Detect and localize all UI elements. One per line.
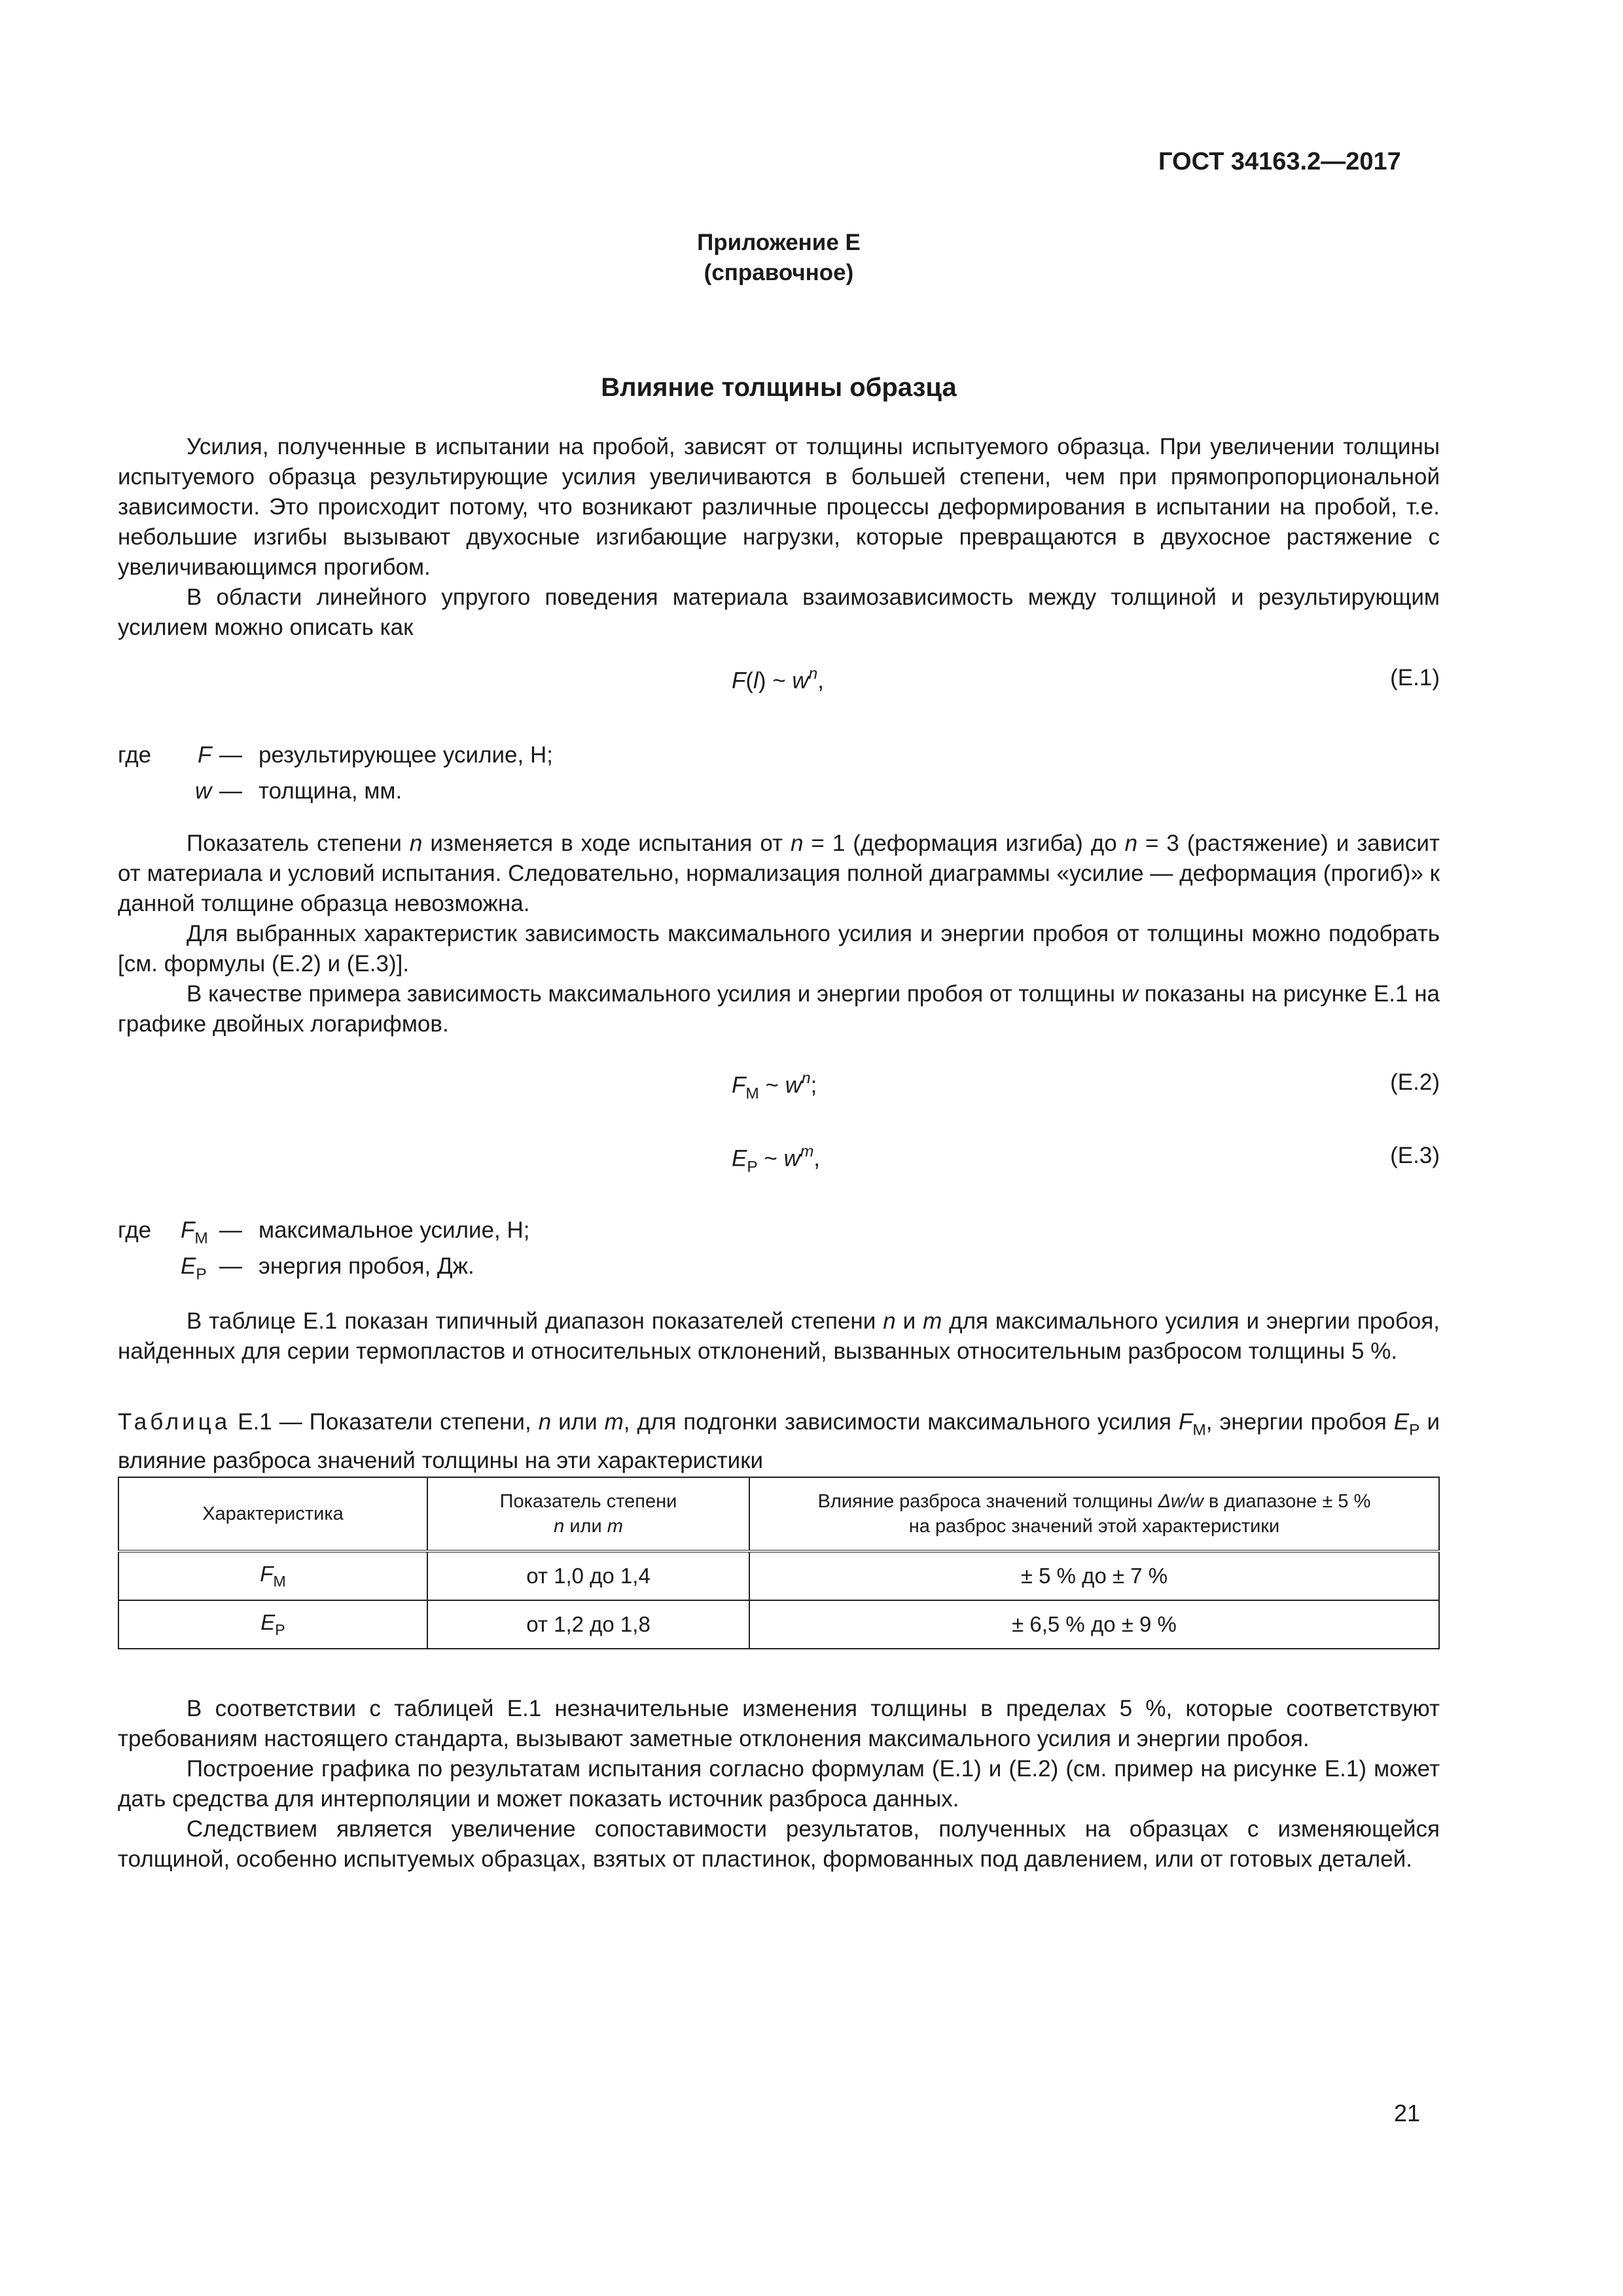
paragraph: Показатель степени n изменяется в ходе испытания от n = 1 (деформация изгиба) до n = 3 (растяжение) и зависит от материала и условий испытания. Следовательно, нормализация полной диаграммы «усилие — деформация (прогиб)» к данной толщине образца невозможна. xyxy=(118,831,1440,916)
caption-text: Таблица Е.1 — Показатели степени, n или m, для подгонки зависимости максимального усилия $F_M$, энергии пробоя $E_P$ и влияние разброса значений толщины на эти характеристики xyxy=(118,1409,1440,1473)
paragraph: В таблице Е.1 показан типичный диапазон показателей степени n и m для максимального усилия и энергии пробоя, найденных для серии термопластов и относительных отклонений, вызванных относительным разбросом толщины 5 %. xyxy=(118,1308,1440,1364)
paragraph: В области линейного упругого поведения материала взаимозависимость между толщиной и результирующим усилием можно описать как xyxy=(118,584,1440,640)
annex-type: (справочное) xyxy=(704,260,854,285)
formula-number-e2: (Е.2) xyxy=(1390,1069,1440,1095)
definition: результирующее усилие, Н; xyxy=(259,742,553,768)
symbol-w: w xyxy=(195,778,212,804)
intro-text xyxy=(118,432,1440,643)
table-caption xyxy=(118,1407,1440,1476)
cell-exponent: от 1,2 до 1,8 xyxy=(427,1600,749,1649)
table-row xyxy=(118,1600,1439,1649)
where-label: где xyxy=(118,742,152,768)
header-effect: Влияние разброса значений толщины Δw/w в диапазоне ± 5 % на разброс значений этой характеристики xyxy=(749,1477,1439,1551)
cell-exponent: от 1,0 до 1,4 xyxy=(427,1551,749,1600)
cell-effect: ± 6,5 % до ± 9 % xyxy=(749,1600,1439,1649)
paragraph: В качестве примера зависимость максимального усилия и энергии пробоя от толщины w показаны на рисунке Е.1 на графике двойных логарифмов. xyxy=(118,981,1440,1037)
table-intro xyxy=(118,1306,1440,1367)
formula-e3: $E_P$ ~ $w^m$, xyxy=(732,1143,821,1176)
cell-effect: ± 5 % до ± 7 % xyxy=(749,1551,1439,1600)
paragraph: Для выбранных характеристик зависимость максимального усилия и энергии пробоя от толщины можно подобрать [см. формулы (Е.2) и (Е.3)]. xyxy=(118,921,1440,977)
annex-heading xyxy=(118,228,1440,288)
where-list-1 xyxy=(118,737,772,809)
table-row xyxy=(118,1551,1439,1600)
dash: — xyxy=(219,742,242,768)
symbol-f: F xyxy=(198,742,212,768)
cell-characteristic: $E_P$ xyxy=(118,1600,427,1649)
standard-designation: ГОСТ 34163.2—2017 xyxy=(1158,148,1401,175)
table-header-row xyxy=(118,1477,1439,1551)
where-list-2 xyxy=(118,1212,772,1287)
paragraph: Следствием является увеличение сопоставимости результатов, полученных на образцах с изменяющейся толщиной, особенно испытуемых образцах, взятых от пластинок, формованных под давлением, или от готовых деталей. xyxy=(118,1816,1440,1872)
dash: — xyxy=(219,1217,242,1243)
paragraph: Усилия, полученные в испытании на пробой, зависят от толщины испытуемого образца. При увеличении толщины испытуемого образца результирующие усилия увеличиваются в большей степени, чем при прямопропорциональной зависимости. Это происходит потому, что возникают различные процессы деформирования в испытании на пробой, т.е. небольшие изгибы вызывают двухосные изгибающие нагрузки, которые превращаются в двухосное растяжение с увеличивающимся прогибом. xyxy=(118,434,1440,580)
formula-number-e1: (Е.1) xyxy=(1390,665,1440,691)
definition: максимальное усилие, Н; xyxy=(259,1217,530,1243)
dash: — xyxy=(219,1253,242,1279)
exponents-table xyxy=(118,1477,1440,1649)
annex-label: Приложение Е xyxy=(697,230,861,255)
page-number: 21 xyxy=(1394,2100,1421,2126)
formula-e2: $F_M$ ~ $w^n$; xyxy=(732,1069,817,1103)
paragraph: В соответствии с таблицей Е.1 незначительные изменения толщины в пределах 5 %, которые соответствуют требованиям настоящего стандарта, вызывают заметные отклонения максимального усилия и энергии пробоя. xyxy=(118,1696,1440,1751)
definition: толщина, мм. xyxy=(259,778,402,804)
symbol-fm: $F_M$ xyxy=(181,1217,208,1247)
header-characteristic: Характеристика xyxy=(118,1477,427,1551)
formula-number-e3: (Е.3) xyxy=(1390,1143,1440,1168)
dash: — xyxy=(219,778,242,804)
middle-text xyxy=(118,829,1440,1039)
cell-characteristic: $F_M$ xyxy=(118,1551,427,1600)
symbol-ep: $E_P$ xyxy=(181,1253,207,1283)
header-exponent: Показатель степени n или m xyxy=(427,1477,749,1551)
where-label: где xyxy=(118,1217,152,1243)
paragraph: Построение графика по результатам испытания согласно формулам (Е.1) и (Е.2) (см. пример на рисунке Е.1) может дать средства для интерполяции и может показать источник разброса данных. xyxy=(118,1756,1440,1812)
section-title: Влияние толщины образца xyxy=(601,373,957,402)
formula-e1: F(l) ~ $w^n$, xyxy=(732,665,825,694)
definition: энергия пробоя, Дж. xyxy=(259,1253,474,1279)
closing-text xyxy=(118,1694,1440,1874)
